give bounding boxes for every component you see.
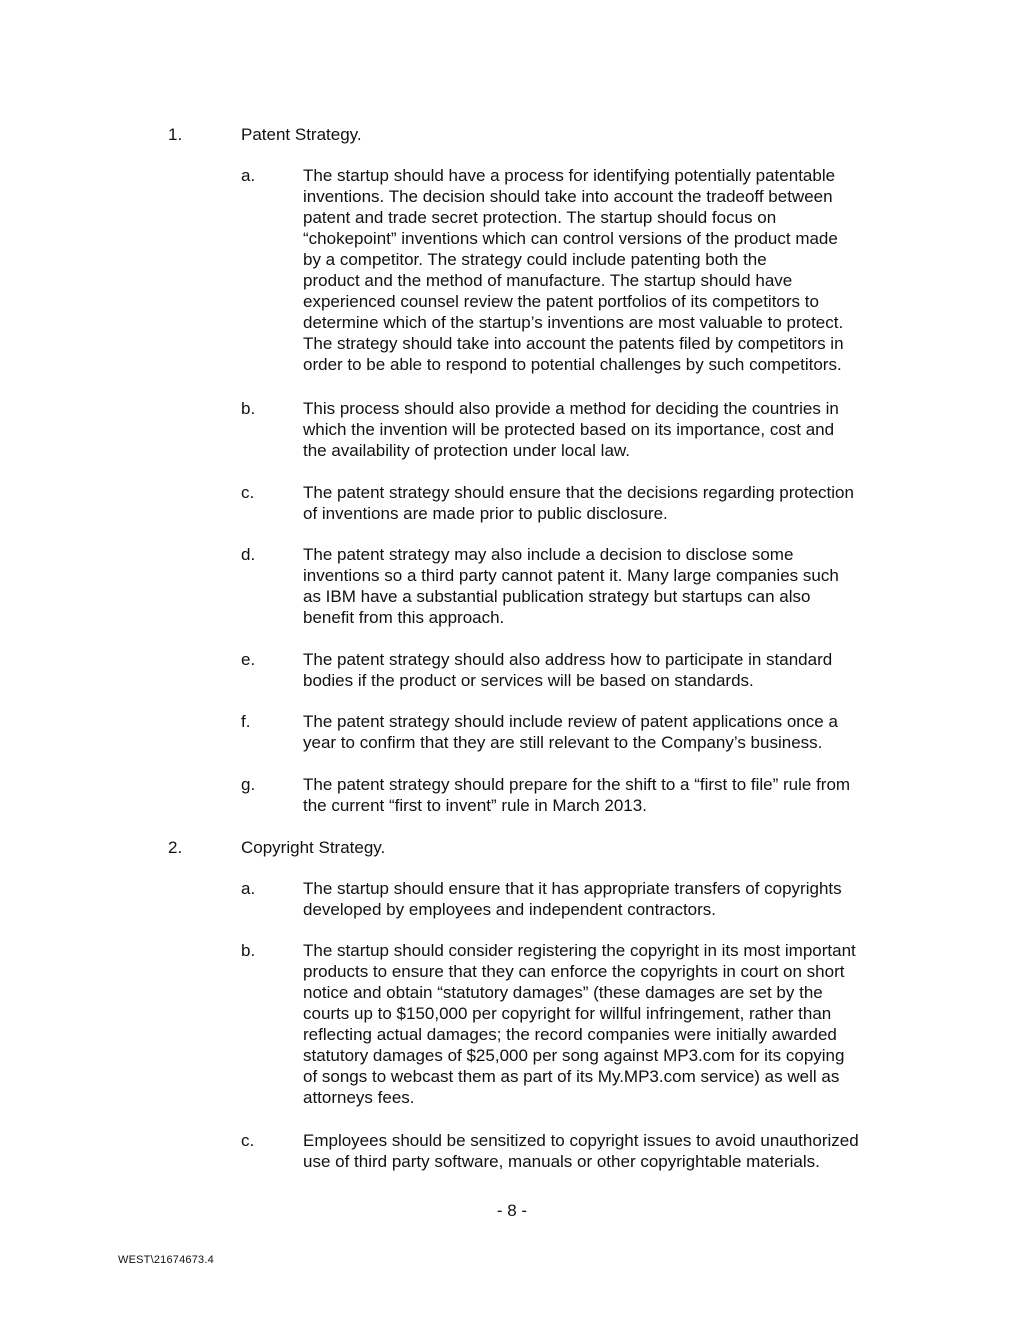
text-line: bodies if the product or services will be based on standards. [303,671,754,690]
section-number: 2. [168,838,183,857]
section-title: Copyright Strategy. [241,838,386,857]
text-line: The patent strategy may also include a decision to disclose some [303,545,794,564]
page-number: - 8 - [496,1201,528,1220]
item-text [303,649,903,691]
text-line: inventions so a third party cannot patent it. Many large companies such [303,566,839,585]
text-line: order to be able to respond to potential challenges by such competitors. [303,355,842,374]
text-line: The patent strategy should include review of patent applications once a [303,712,838,731]
text-line: The patent strategy should also address how to participate in standard [303,650,833,669]
text-line: The patent strategy should ensure that the decisions regarding protection [303,483,854,502]
section-number: 1. [168,125,183,144]
item-letter: g. [241,775,256,794]
text-line: which the invention will be protected based on its importance, cost and [303,420,835,439]
text-line: The startup should ensure that it has appropriate transfers of copyrights [303,879,842,898]
text-line: reflecting actual damages; the record companies were initially awarded [303,1025,837,1044]
item-text [303,774,903,816]
text-line: determine which of the startup’s inventions are most valuable to protect. [303,313,844,332]
text-line: Employees should be sensitized to copyright issues to avoid unauthorized [303,1131,859,1150]
text-line: courts up to $150,000 per copyright for willful infringement, rather than [303,1004,832,1023]
text-line: “chokepoint” inventions which can control versions of the product made [303,229,838,248]
text-line: the current “first to invent” rule in March 2013. [303,796,647,815]
item-letter: b. [241,941,256,960]
text-line: notice and obtain “statutory damages” (these damages are set by the [303,983,823,1002]
text-line: patent and trade secret protection. The startup should focus on [303,208,777,227]
text-line: The startup should have a process for identifying potentially patentable [303,166,836,185]
text-line: products to ensure that they can enforce the copyrights in court on short [303,962,845,981]
text-line: as IBM have a substantial publication strategy but startups can also [303,587,811,606]
document-id: WEST\21674673.4 [118,1254,214,1266]
item-letter: b. [241,399,256,418]
text-line: product and the method of manufacture. The startup should have [303,271,793,290]
text-line: This process should also provide a method for deciding the countries in [303,399,839,418]
text-line: statutory damages of $25,000 per song against MP3.com for its copying [303,1046,845,1065]
item-text [303,165,903,375]
item-text [303,711,903,753]
item-letter: c. [241,1131,255,1150]
text-line: attorneys fees. [303,1088,415,1107]
text-line: The patent strategy should prepare for the shift to a “first to file” rule from [303,775,851,794]
text-line: The startup should consider registering the copyright in its most important [303,941,856,960]
text-line: The strategy should take into account the patents filed by competitors in [303,334,844,353]
text-line: developed by employees and independent contractors. [303,900,717,919]
item-text [303,544,903,628]
item-text [303,482,903,524]
text-line: of inventions are made prior to public disclosure. [303,504,668,523]
text-line: the availability of protection under local law. [303,441,630,460]
text-line: year to confirm that they are still relevant to the Company’s business. [303,733,823,752]
item-letter: c. [241,483,255,502]
item-letter: e. [241,650,256,669]
section-title: Patent Strategy. [241,125,362,144]
item-text [303,878,903,920]
item-text [303,1130,903,1172]
text-line: inventions. The decision should take into account the tradeoff between [303,187,833,206]
item-letter: f. [241,712,251,731]
item-letter: d. [241,545,256,564]
text-line: experienced counsel review the patent portfolios of its competitors to [303,292,819,311]
item-text [303,940,903,1108]
item-text [303,398,903,461]
text-line: of songs to webcast them as part of its My.MP3.com service) as well as [303,1067,840,1086]
text-line: use of third party software, manuals or other copyrightable materials. [303,1152,820,1171]
text-line: benefit from this approach. [303,608,505,627]
item-letter: a. [241,879,256,898]
text-line: by a competitor. The strategy could include patenting both the [303,250,767,269]
item-letter: a. [241,166,256,185]
